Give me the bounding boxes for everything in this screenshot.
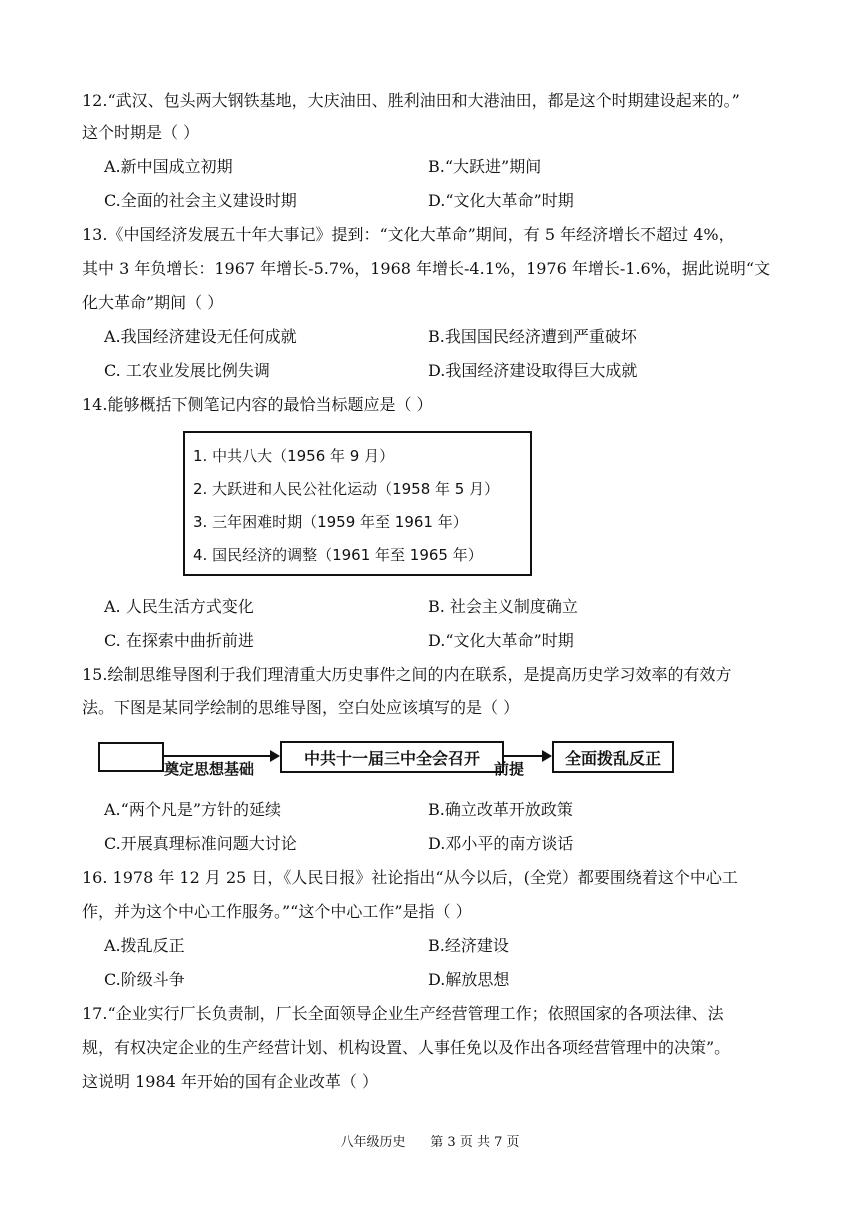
- q13-option-c: C. 工农业发展比例失调: [104, 361, 270, 380]
- arrow-2-label: 前提: [494, 760, 525, 778]
- q16-stem-line2: 作，并为这个中心工作服务。”“这个中心工作”是指（ ）: [82, 902, 472, 921]
- q14-note-3: 3. 三年困难时期（1959 年至 1961 年）: [193, 513, 468, 531]
- q12-stem-line1: 12.“武汉、包头两大钢铁基地，大庆油田、胜利油田和大港油田，都是这个时期建设起来的。”: [82, 91, 740, 110]
- q13-option-a: A.我国经济建设无任何成就: [104, 327, 297, 346]
- q15-option-c: C.开展真理标准问题大讨论: [104, 834, 297, 853]
- arrow-1-head: [270, 750, 280, 762]
- q13-stem-line2: 其中 3 年负增长：1967 年增长-5.7%，1968 年增长-4.1%，1976 年增长-1.6%，据此说明“文: [82, 259, 771, 278]
- q16-stem-line1: 16. 1978 年 12 月 25 日，《人民日报》社论指出“从今以后，(全党）都要围绕着这个中心工: [82, 868, 738, 887]
- q14-option-a: A. 人民生活方式变化: [104, 597, 254, 616]
- q12-stem-line2: 这个时期是（ ）: [82, 123, 200, 142]
- q16-option-c: C.阶级斗争: [104, 970, 185, 989]
- q12-option-d: D.“文化大革命”时期: [428, 191, 574, 210]
- q17-stem-line2: 规，有权决定企业的生产经营计划、机构设置、人事任免以及作出各项经营管理中的决策”。: [82, 1038, 731, 1057]
- q14-option-d: D.“文化大革命”时期: [428, 631, 574, 650]
- q14-stem-line1: 14.能够概括下侧笔记内容的最恰当标题应是（ ）: [82, 395, 433, 414]
- q16-option-b: B.经济建设: [428, 936, 509, 955]
- q17-stem-line1: 17.“企业实行厂长负责制，厂长全面领导企业生产经营管理工作；依照国家的各项法律、法: [82, 1004, 724, 1023]
- q14-option-c: C. 在探索中曲折前进: [104, 631, 254, 650]
- q13-stem-line1: 13.《中国经济发展五十年大事记》提到：“文化大革命”期间，有 5 年经济增长不超过 4%，: [82, 225, 735, 244]
- q14-note-2: 2. 大跃进和人民公社化运动（1958 年 5 月）: [193, 480, 500, 498]
- q13-option-d: D.我国经济建设取得巨大成就: [428, 361, 638, 380]
- q16-option-d: D.解放思想: [428, 970, 510, 989]
- q15-option-a: A.“两个凡是”方针的延续: [104, 800, 282, 819]
- q15-stem-line1: 15.绘制思维导图利于我们理清重大历史事件之间的内在联系，是提高历史学习效率的有效方: [82, 665, 732, 684]
- q15-option-d: D.邓小平的南方谈话: [428, 834, 574, 853]
- q14-note-4: 4. 国民经济的调整（1961 年至 1965 年）: [193, 546, 483, 564]
- mind-map-box-rectify: 全面拨乱反正: [552, 741, 674, 773]
- q15-stem-line2: 法。下图是某同学绘制的思维导图，空白处应该填写的是（ ）: [82, 698, 520, 717]
- mind-map-box-plenum: 中共十一届三中全会召开: [280, 741, 504, 773]
- q15-mind-map: [98, 737, 678, 779]
- q16-option-a: A.拨乱反正: [104, 936, 185, 955]
- q14-note-1: 1. 中共八大（1956 年 9 月）: [193, 447, 395, 465]
- q13-option-b: B.我国国民经济遭到严重破坏: [428, 327, 637, 346]
- q15-option-b: B.确立改革开放政策: [428, 800, 573, 819]
- q13-stem-line3: 化大革命”期间（ ）: [82, 293, 224, 312]
- q12-option-c: C.全面的社会主义建设时期: [104, 191, 297, 210]
- arrow-2-head: [542, 750, 552, 762]
- q14-notes-box: [183, 431, 532, 576]
- page-footer: 八年级历史 第 3 页 共 7 页: [340, 1135, 520, 1150]
- q14-option-b: B. 社会主义制度确立: [428, 597, 578, 616]
- q12-option-b: B.“大跃进”期间: [428, 157, 542, 176]
- q17-stem-line3: 这说明 1984 年开始的国有企业改革（ ）: [82, 1072, 378, 1091]
- arrow-1-label: 奠定思想基础: [164, 760, 255, 778]
- q12-option-a: A.新中国成立初期: [104, 157, 233, 176]
- mind-map-blank-box: [98, 742, 164, 772]
